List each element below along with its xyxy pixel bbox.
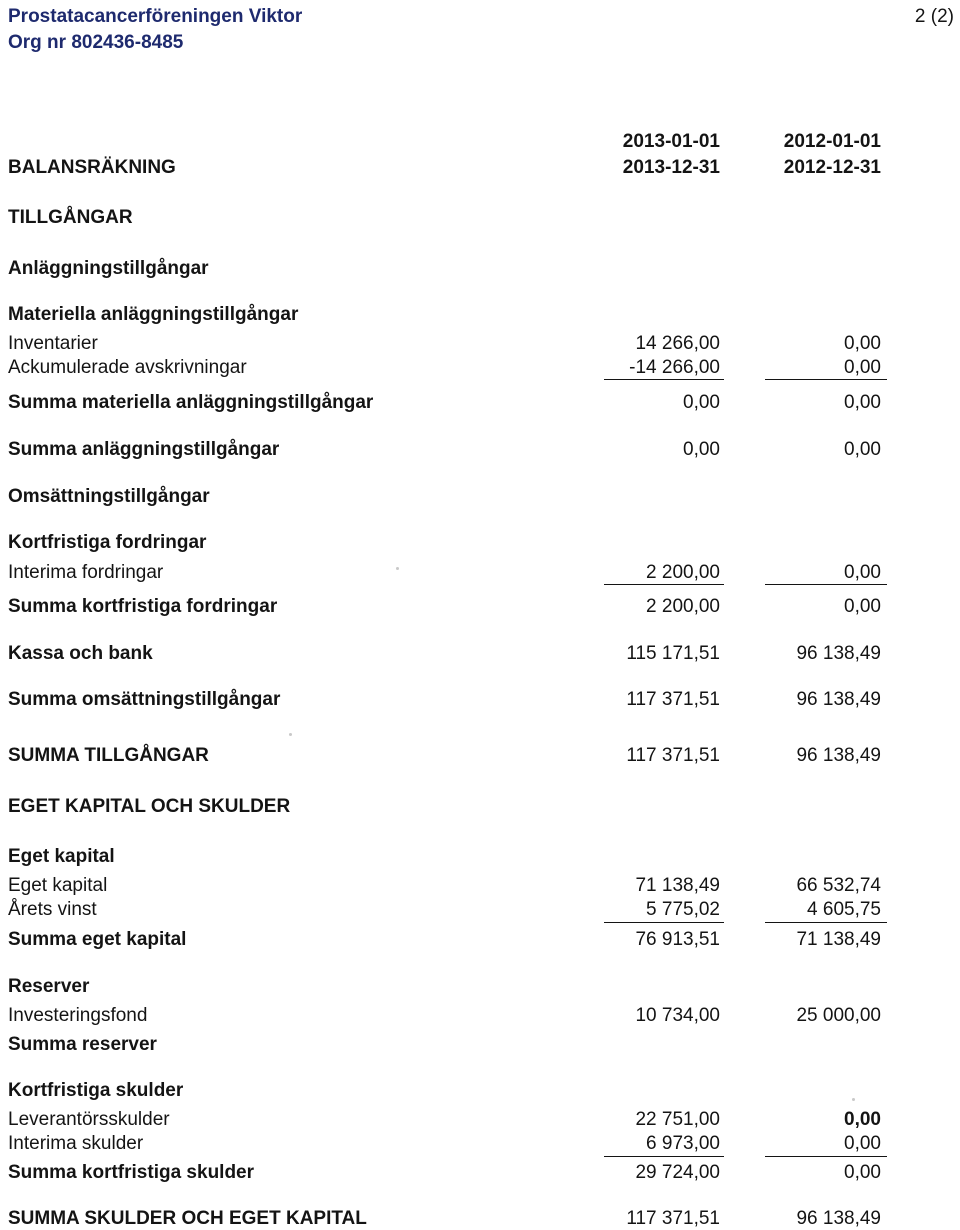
scan-speck [852,1098,855,1101]
row-summa-tillgangar-2013: 117 371,51 [626,745,720,766]
row-summa-kortfristiga-skulder-2012: 0,00 [844,1162,881,1183]
row-interima-fordringar-label: Interima fordringar [8,562,164,583]
row-summa-anlaggning-2013: 0,00 [683,439,720,460]
row-arets-vinst-2013: 5 775,02 [646,899,720,920]
row-summa-eget-kapital-label: Summa eget kapital [8,929,187,950]
row-ackumulerade-label: Ackumulerade avskrivningar [8,357,247,378]
underline-2013 [604,379,724,380]
row-interima-skulder-2013: 6 973,00 [646,1133,720,1154]
section-eget-kapital-och-skulder: EGET KAPITAL OCH SKULDER [8,796,291,817]
row-inventarier-2013: 14 266,00 [635,333,720,354]
scan-speck [289,733,292,736]
row-summa-reserver-label: Summa reserver [8,1034,157,1055]
row-summa-skulder-eget-kapital-label: SUMMA SKULDER OCH EGET KAPITAL [8,1208,367,1229]
row-summa-eget-kapital-2013: 76 913,51 [635,929,720,950]
row-investeringsfond-2013: 10 734,00 [635,1005,720,1026]
row-eget-kapital-label: Eget kapital [8,875,108,896]
underline-2013 [604,922,724,923]
row-ackumulerade-2013: -14 266,00 [629,357,720,378]
row-summa-omsattning-label: Summa omsättningstillgångar [8,689,281,710]
underline-2012 [765,379,887,380]
section-kortfristiga-skulder: Kortfristiga skulder [8,1080,184,1101]
row-summa-anlaggning-2012: 0,00 [844,439,881,460]
row-investeringsfond-2012: 25 000,00 [796,1005,881,1026]
underline-2012 [765,584,887,585]
section-reserver: Reserver [8,976,90,997]
row-summa-omsattning-2012: 96 138,49 [796,689,881,710]
report-title: BALANSRÄKNING [8,157,176,178]
page-number: 2 (2) [914,6,954,27]
row-summa-omsattning-2013: 117 371,51 [626,689,720,710]
row-summa-materiella-label: Summa materiella anläggningstillgångar [8,392,374,413]
row-interima-fordringar-2012: 0,00 [844,562,881,583]
row-summa-kortfristiga-fordringar-2012: 0,00 [844,596,881,617]
row-eget-kapital-2012: 66 532,74 [796,875,881,896]
row-investeringsfond-label: Investeringsfond [8,1005,148,1026]
row-summa-skulder-eget-kapital-2012: 96 138,49 [796,1208,881,1229]
row-arets-vinst-2012: 4 605,75 [807,899,881,920]
row-inventarier-label: Inventarier [8,333,98,354]
row-interima-skulder-2012: 0,00 [844,1133,881,1154]
row-kassa-bank-2012: 96 138,49 [796,643,881,664]
row-interima-skulder-label: Interima skulder [8,1133,144,1154]
row-summa-eget-kapital-2012: 71 138,49 [796,929,881,950]
row-inventarier-2012: 0,00 [844,333,881,354]
row-kassa-bank-2013: 115 171,51 [626,643,720,664]
section-eget-kapital: Eget kapital [8,846,115,867]
row-summa-materiella-2012: 0,00 [844,392,881,413]
row-summa-anlaggning-label: Summa anläggningstillgångar [8,439,280,460]
row-ackumulerade-2012: 0,00 [844,357,881,378]
period-2012-start: 2012-01-01 [783,131,881,152]
underline-2013 [604,584,724,585]
row-leverantorsskulder-2012: 0,00 [844,1109,881,1130]
row-summa-skulder-eget-kapital-2013: 117 371,51 [626,1208,720,1229]
underline-2013 [604,1156,724,1157]
row-summa-materiella-2013: 0,00 [683,392,720,413]
row-summa-tillgangar-2012: 96 138,49 [796,745,881,766]
period-2012-end: 2012-12-31 [783,157,881,178]
row-summa-kortfristiga-fordringar-label: Summa kortfristiga fordringar [8,596,278,617]
section-tillgangar: TILLGÅNGAR [8,207,133,228]
period-2013-start: 2013-01-01 [622,131,720,152]
row-eget-kapital-2013: 71 138,49 [635,875,720,896]
section-kortfristiga-fordringar: Kortfristiga fordringar [8,532,207,553]
row-interima-fordringar-2013: 2 200,00 [646,562,720,583]
row-arets-vinst-label: Årets vinst [8,899,97,920]
row-summa-kortfristiga-fordringar-2013: 2 200,00 [646,596,720,617]
section-omsattning: Omsättningstillgångar [8,486,210,507]
row-summa-kortfristiga-skulder-label: Summa kortfristiga skulder [8,1162,255,1183]
row-leverantorsskulder-2013: 22 751,00 [635,1109,720,1130]
scan-speck [396,567,399,570]
underline-2012 [765,922,887,923]
row-kassa-bank-label: Kassa och bank [8,643,153,664]
section-anlaggningstillgangar: Anläggningstillgångar [8,258,209,279]
row-summa-tillgangar-label: SUMMA TILLGÅNGAR [8,745,209,766]
row-summa-kortfristiga-skulder-2013: 29 724,00 [635,1162,720,1183]
organization-number: Org nr 802436-8485 [8,32,184,53]
row-leverantorsskulder-label: Leverantörsskulder [8,1109,170,1130]
period-2013-end: 2013-12-31 [622,157,720,178]
underline-2012 [765,1156,887,1157]
organization-name: Prostatacancerföreningen Viktor [8,6,303,27]
section-materiella: Materiella anläggningstillgångar [8,304,299,325]
